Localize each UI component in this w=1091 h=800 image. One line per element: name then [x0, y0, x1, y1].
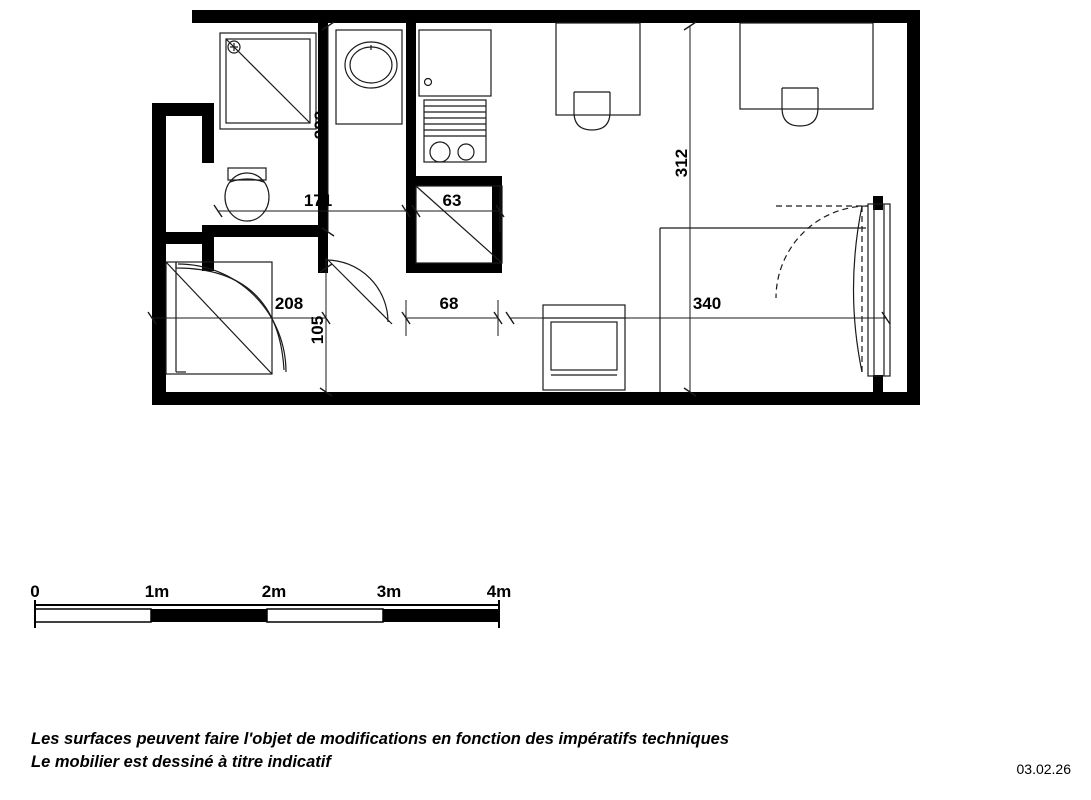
dimension-label-202: 202	[311, 110, 330, 140]
legal-note-line-2: Le mobilier est dessiné à titre indicatif	[31, 753, 331, 771]
date-stamp: 03.02.26	[1016, 761, 1071, 777]
toilet-fixture	[225, 168, 269, 221]
legal-note-line-1: Les surfaces peuvent faire l'objet de modifications en fonction des impératifs techniques	[31, 730, 729, 748]
dimension-label-208: 208	[274, 294, 304, 313]
bed-one	[556, 23, 640, 130]
dimension-lines	[148, 22, 890, 396]
dimension-label-63: 63	[442, 191, 462, 210]
scale-tick-0: 0	[30, 582, 40, 601]
dimension-label-171: 171	[303, 191, 333, 210]
shower-fixture	[220, 33, 316, 129]
scale-bar	[30, 582, 511, 628]
fixtures	[166, 23, 890, 392]
kitchen-fixture	[419, 30, 491, 162]
interior-partition-right	[660, 228, 866, 392]
dimension-label-312: 312	[672, 148, 691, 178]
dimension-label-68: 68	[439, 294, 459, 313]
legal-notes	[31, 728, 851, 774]
scale-tick-3m: 3m	[376, 582, 402, 601]
bed-two	[740, 23, 873, 126]
window-glazing	[868, 204, 890, 376]
dimension-label-105: 105	[308, 315, 327, 345]
basin-fixture	[336, 30, 402, 124]
scale-tick-2m: 2m	[261, 582, 287, 601]
scale-tick-1m: 1m	[144, 582, 170, 601]
dimension-label-340: 340	[692, 294, 722, 313]
scale-tick-4m: 4m	[486, 582, 512, 601]
